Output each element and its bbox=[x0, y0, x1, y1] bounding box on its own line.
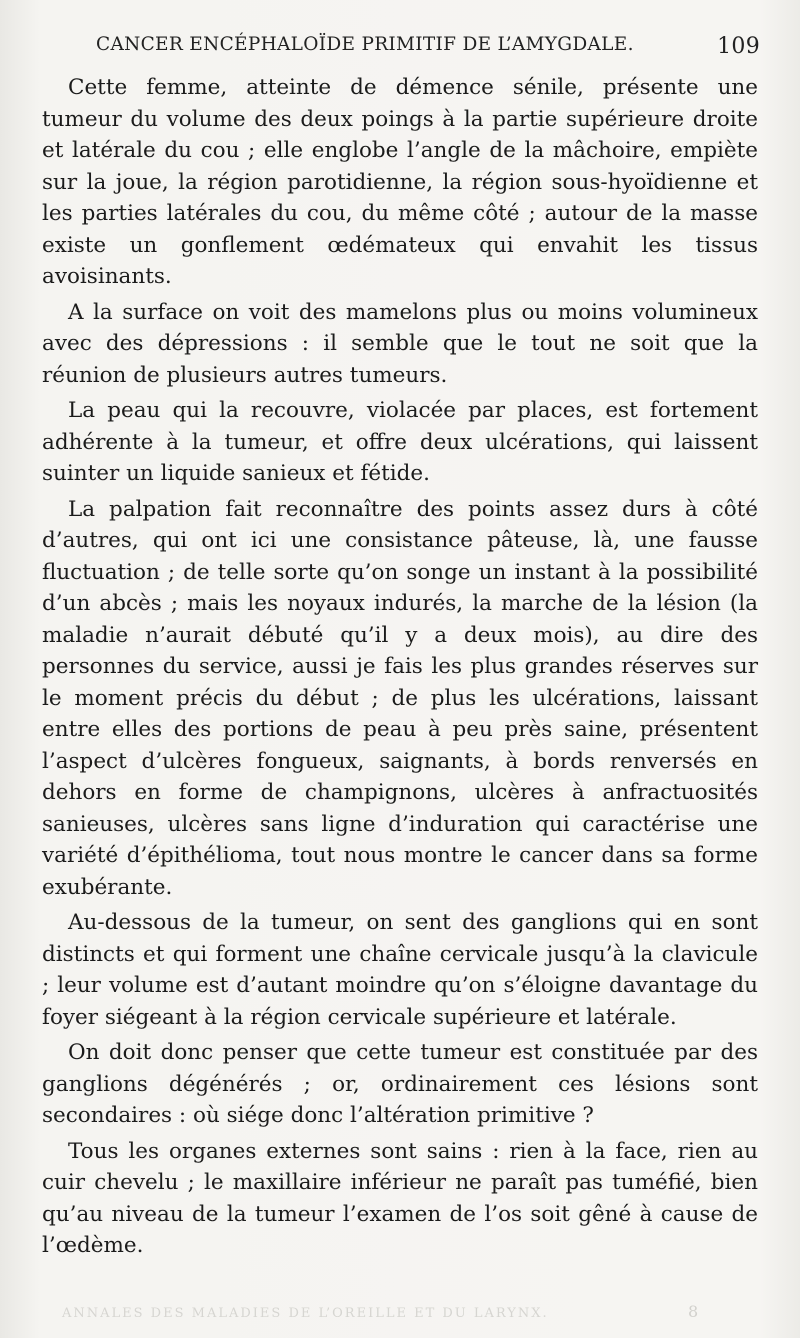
bleed-through-number: 8 bbox=[688, 1302, 699, 1321]
bleed-through-signature: ANNALES DES MALADIES DE L’OREILLE ET DU LARYNX. bbox=[62, 1306, 549, 1321]
paragraph-4: La palpation fait reconnaître des points assez durs à côté d’autres, qui ont ici une consistance pâteuse, là, une fausse fluctuation ; de telle sorte qu’on songe un instant à la possibilité d’un abcès ; mais les noyaux indurés, la marche de la lésion (la maladie n’aurait débuté qu’il y a deux mois), au dire des personnes du service, aussi je fais les plus grandes réserves sur le moment précis du début ; de plus les ulcérations, laissant entre elles des portions de peau à peu près saine, présentent l’aspect d’ulcères fongueux, saignants, à bords renversés en dehors en forme de champignons, ulcères à anfractuosités sanieuses, ulcères sans ligne d’induration qui caractérise une variété d’épithélioma, tout nous montre le cancer dans sa forme exubérante. bbox=[42, 496, 758, 900]
paragraph-2: A la surface on voit des mamelons plus ou moins volumineux avec des dépressions : il semble que le tout ne soit que la réunion de plusieurs autres tumeurs. bbox=[42, 299, 758, 388]
paragraph-7: Tous les organes externes sont sains : rien à la face, rien au cuir chevelu ; le maxillaire inférieur ne paraît pas tuméfié, bien qu’au niveau de la tumeur l’examen de l’os soit gêné à cause de l’œdème. bbox=[42, 1138, 758, 1258]
paragraph-6: On doit donc penser que cette tumeur est constituée par des ganglions dégénérés ; or, ordinairement ces lésions sont secondaires : où siége donc l’altération primitive ? bbox=[42, 1040, 758, 1128]
paragraph-1: Cette femme, atteinte de démence sénile, présente une tumeur du volume des deux poings à la partie supérieure droite et latérale du cou ; elle englobe l’angle de la mâchoire, empiète sur la joue, la région parotidienne, la région sous-hyoïdienne et les parties latérales du cou, du même côté ; autour de la masse existe un gonflement œdémateux qui envahit les tissus avoisinants. bbox=[42, 75, 758, 289]
paragraph-3: La peau qui la recouvre, violacée par places, est fortement adhérente à la tumeur, et offre deux ulcérations, qui laissent suinter un liquide sanieux et fétide. bbox=[42, 398, 758, 486]
running-head bbox=[96, 34, 760, 66]
paragraph-5: Au-dessous de la tumeur, on sent des ganglions qui en sont distincts et qui forment une chaîne cervicale jusqu’à la clavicule ; leur volume est d’autant moindre qu’on s’éloigne davantage du foyer siégeant à la région cervicale supérieure et latérale. bbox=[42, 910, 758, 1030]
running-title: CANCER ENCÉPHALOÏDE PRIMITIF DE L’AMYGDALE. bbox=[96, 34, 634, 55]
page-number: 109 bbox=[717, 34, 760, 59]
body-text bbox=[42, 72, 758, 1266]
